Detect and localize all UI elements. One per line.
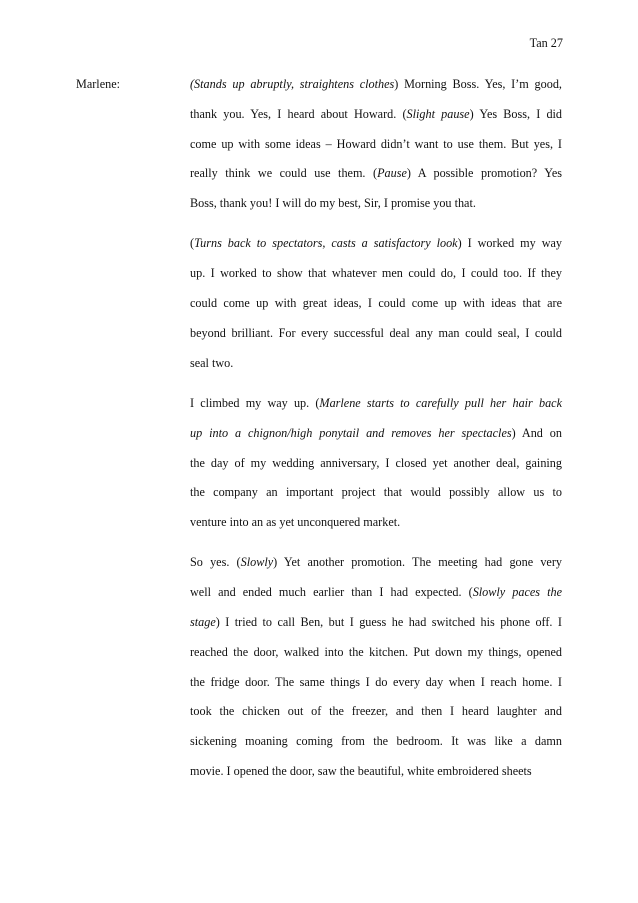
text-line [190,727,562,757]
spoken-text: reached the door, walked into the kitchen. Put down my things, opened [190,644,562,659]
text-line [190,189,562,219]
stage-direction: Slowly [240,555,274,570]
text-line [190,608,562,638]
spoken-text: could come up with great ideas, I could come up with ideas that are [190,296,562,311]
text-line [190,668,562,698]
text-line [190,159,562,189]
text-line [190,548,562,578]
text-line [190,508,562,538]
spoken-text: movie. I opened the door, saw the beautiful, white embroidered sheets [190,764,532,779]
text-line [190,389,562,419]
text-line [190,319,562,349]
text-line [190,70,562,100]
spoken-text: the fridge door. The same things I do every day when I reach home. I [190,674,562,689]
text-line [190,478,562,508]
spoken-text: Boss, thank you! I will do my best, Sir, I promise you that. [190,196,476,211]
spoken-text: ) Yes Boss, I did [469,106,563,121]
page-number: Tan 27 [529,36,563,50]
spoken-text: ( [190,236,195,251]
spoken-text: took the chicken out of the freezer, and then I heard laughter and [190,704,562,719]
stage-direction: Slight pause [406,106,470,121]
spoken-text: venture into an as yet unconquered market. [190,515,401,530]
stage-direction: Marlene starts to carefully pull her hair back [319,395,562,410]
spoken-text: the day of my wedding anniversary, I closed yet another deal, gaining [190,455,562,470]
text-line [190,578,562,608]
spoken-text: ) Morning Boss. Yes, I’m good, [394,77,562,91]
dialogue-paragraph [190,70,562,219]
dialogue-paragraph [190,548,562,786]
text-line [190,449,562,479]
speaker-name: Marlene: [76,77,120,91]
spoken-text: ) Yet another promotion. The meeting had gone very [273,555,562,570]
text-line [190,349,562,379]
spoken-text: ) A possible promotion? Yes [406,166,562,181]
text-line [190,638,562,668]
stage-direction: Pause [377,166,407,181]
spoken-text: really think we could use them. ( [190,166,378,181]
text-line [190,100,562,130]
text-line [190,130,562,160]
stage-direction: Turns back to spectators, casts a satisfactory look [194,236,458,251]
spoken-text: up. I worked to show that whatever men could do, I could too. If they [190,266,562,281]
dialogue-paragraph [190,389,562,538]
spoken-text: the company an important project that would possibly allow us to [190,485,562,500]
stage-direction: Slowly paces the [472,585,562,600]
text-line [190,757,562,787]
text-line [190,259,562,289]
stage-direction: (Stands up abruptly, straightens clothes [190,77,395,91]
text-line [190,289,562,319]
text-line [190,229,562,259]
stage-direction: stage [190,615,216,630]
dialogue-paragraph [190,229,562,378]
dialogue-block [190,70,562,797]
spoken-text: sickening moaning coming from the bedroom. It was like a damn [190,734,562,749]
stage-direction: up into a chignon/high ponytail and removes her spectacles [190,425,512,440]
text-line [190,697,562,727]
spoken-text: ) And on [511,425,562,440]
spoken-text: ) I tried to call Ben, but I guess he had switched his phone off. I [215,615,562,630]
spoken-text: beyond brilliant. For every successful deal any man could seal, I could [190,325,562,340]
spoken-text: seal two. [190,355,234,370]
text-line [190,419,562,449]
spoken-text: ) I worked my way [457,236,562,251]
spoken-text: I climbed my way up. ( [190,395,320,410]
spoken-text: come up with some ideas – Howard didn’t want to use them. But yes, I [190,136,562,151]
spoken-text: well and ended much earlier than I had expected. ( [190,585,473,600]
spoken-text: thank you. Yes, I heard about Howard. ( [190,106,407,121]
spoken-text: So yes. ( [190,555,241,570]
